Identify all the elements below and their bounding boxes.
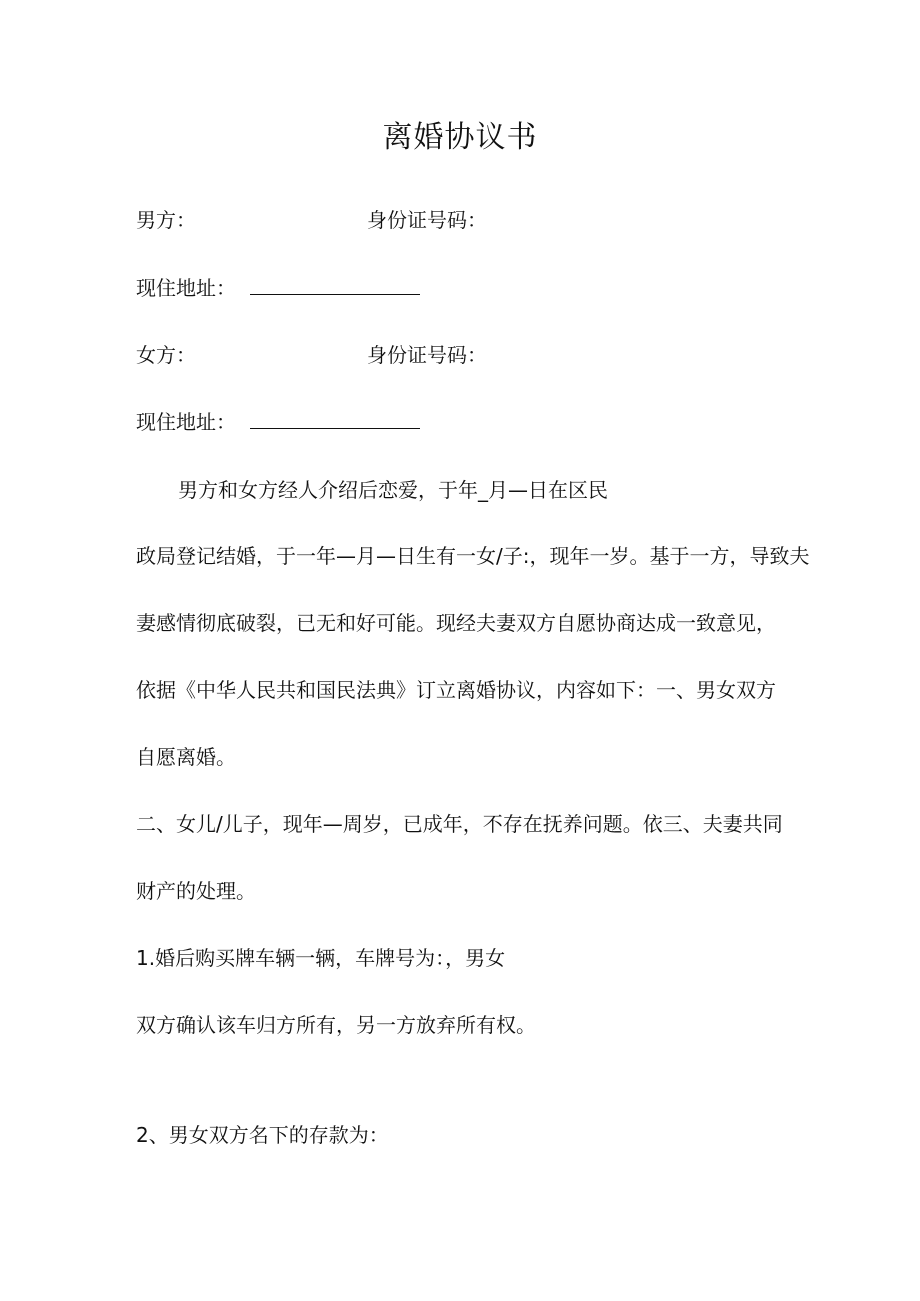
female-address-row (136, 408, 420, 436)
paragraph-line: 政局登记结婚，于一年—月—日生有一女/子:，现年一岁。基于一方，导致夫 (136, 544, 810, 568)
paragraph-line: 自愿离婚。 (136, 745, 236, 769)
female-address-blank (250, 408, 420, 429)
male-address-label: 现住地址： (136, 276, 236, 300)
paragraph-line: 依据《中华人民共和国民法典》订立离婚协议，内容如下：一、男女双方 (136, 678, 776, 702)
male-address-blank (250, 274, 420, 295)
male-id-label: 身份证号码： (367, 208, 487, 232)
paragraph-line: 男方和女方经人介绍后恋爱，于年_月—日在区民 (178, 478, 608, 502)
document-title: 离婚协议书 (382, 120, 538, 155)
paragraph-line: 双方确认该车归方所有，另一方放弃所有权。 (136, 1013, 536, 1037)
female-id-label: 身份证号码： (367, 343, 487, 367)
male-label: 男方： (136, 208, 196, 232)
male-address-row (136, 274, 420, 302)
paragraph-line: 1.婚后购买牌车辆一辆，车牌号为：，男女 (136, 946, 506, 970)
female-address-label: 现住地址： (136, 410, 236, 434)
paragraph-line: 二、女儿/儿子，现年—周岁，已成年，不存在抚养问题。依三、夫妻共同 (136, 812, 783, 836)
paragraph-line: 财产的处理。 (136, 879, 256, 903)
female-label: 女方： (136, 343, 196, 367)
paragraph-line: 妻感情彻底破裂，已无和好可能。现经夫妻双方自愿协商达成一致意见， (136, 611, 776, 635)
paragraph-line: 2、男女双方名下的存款为： (136, 1123, 389, 1147)
